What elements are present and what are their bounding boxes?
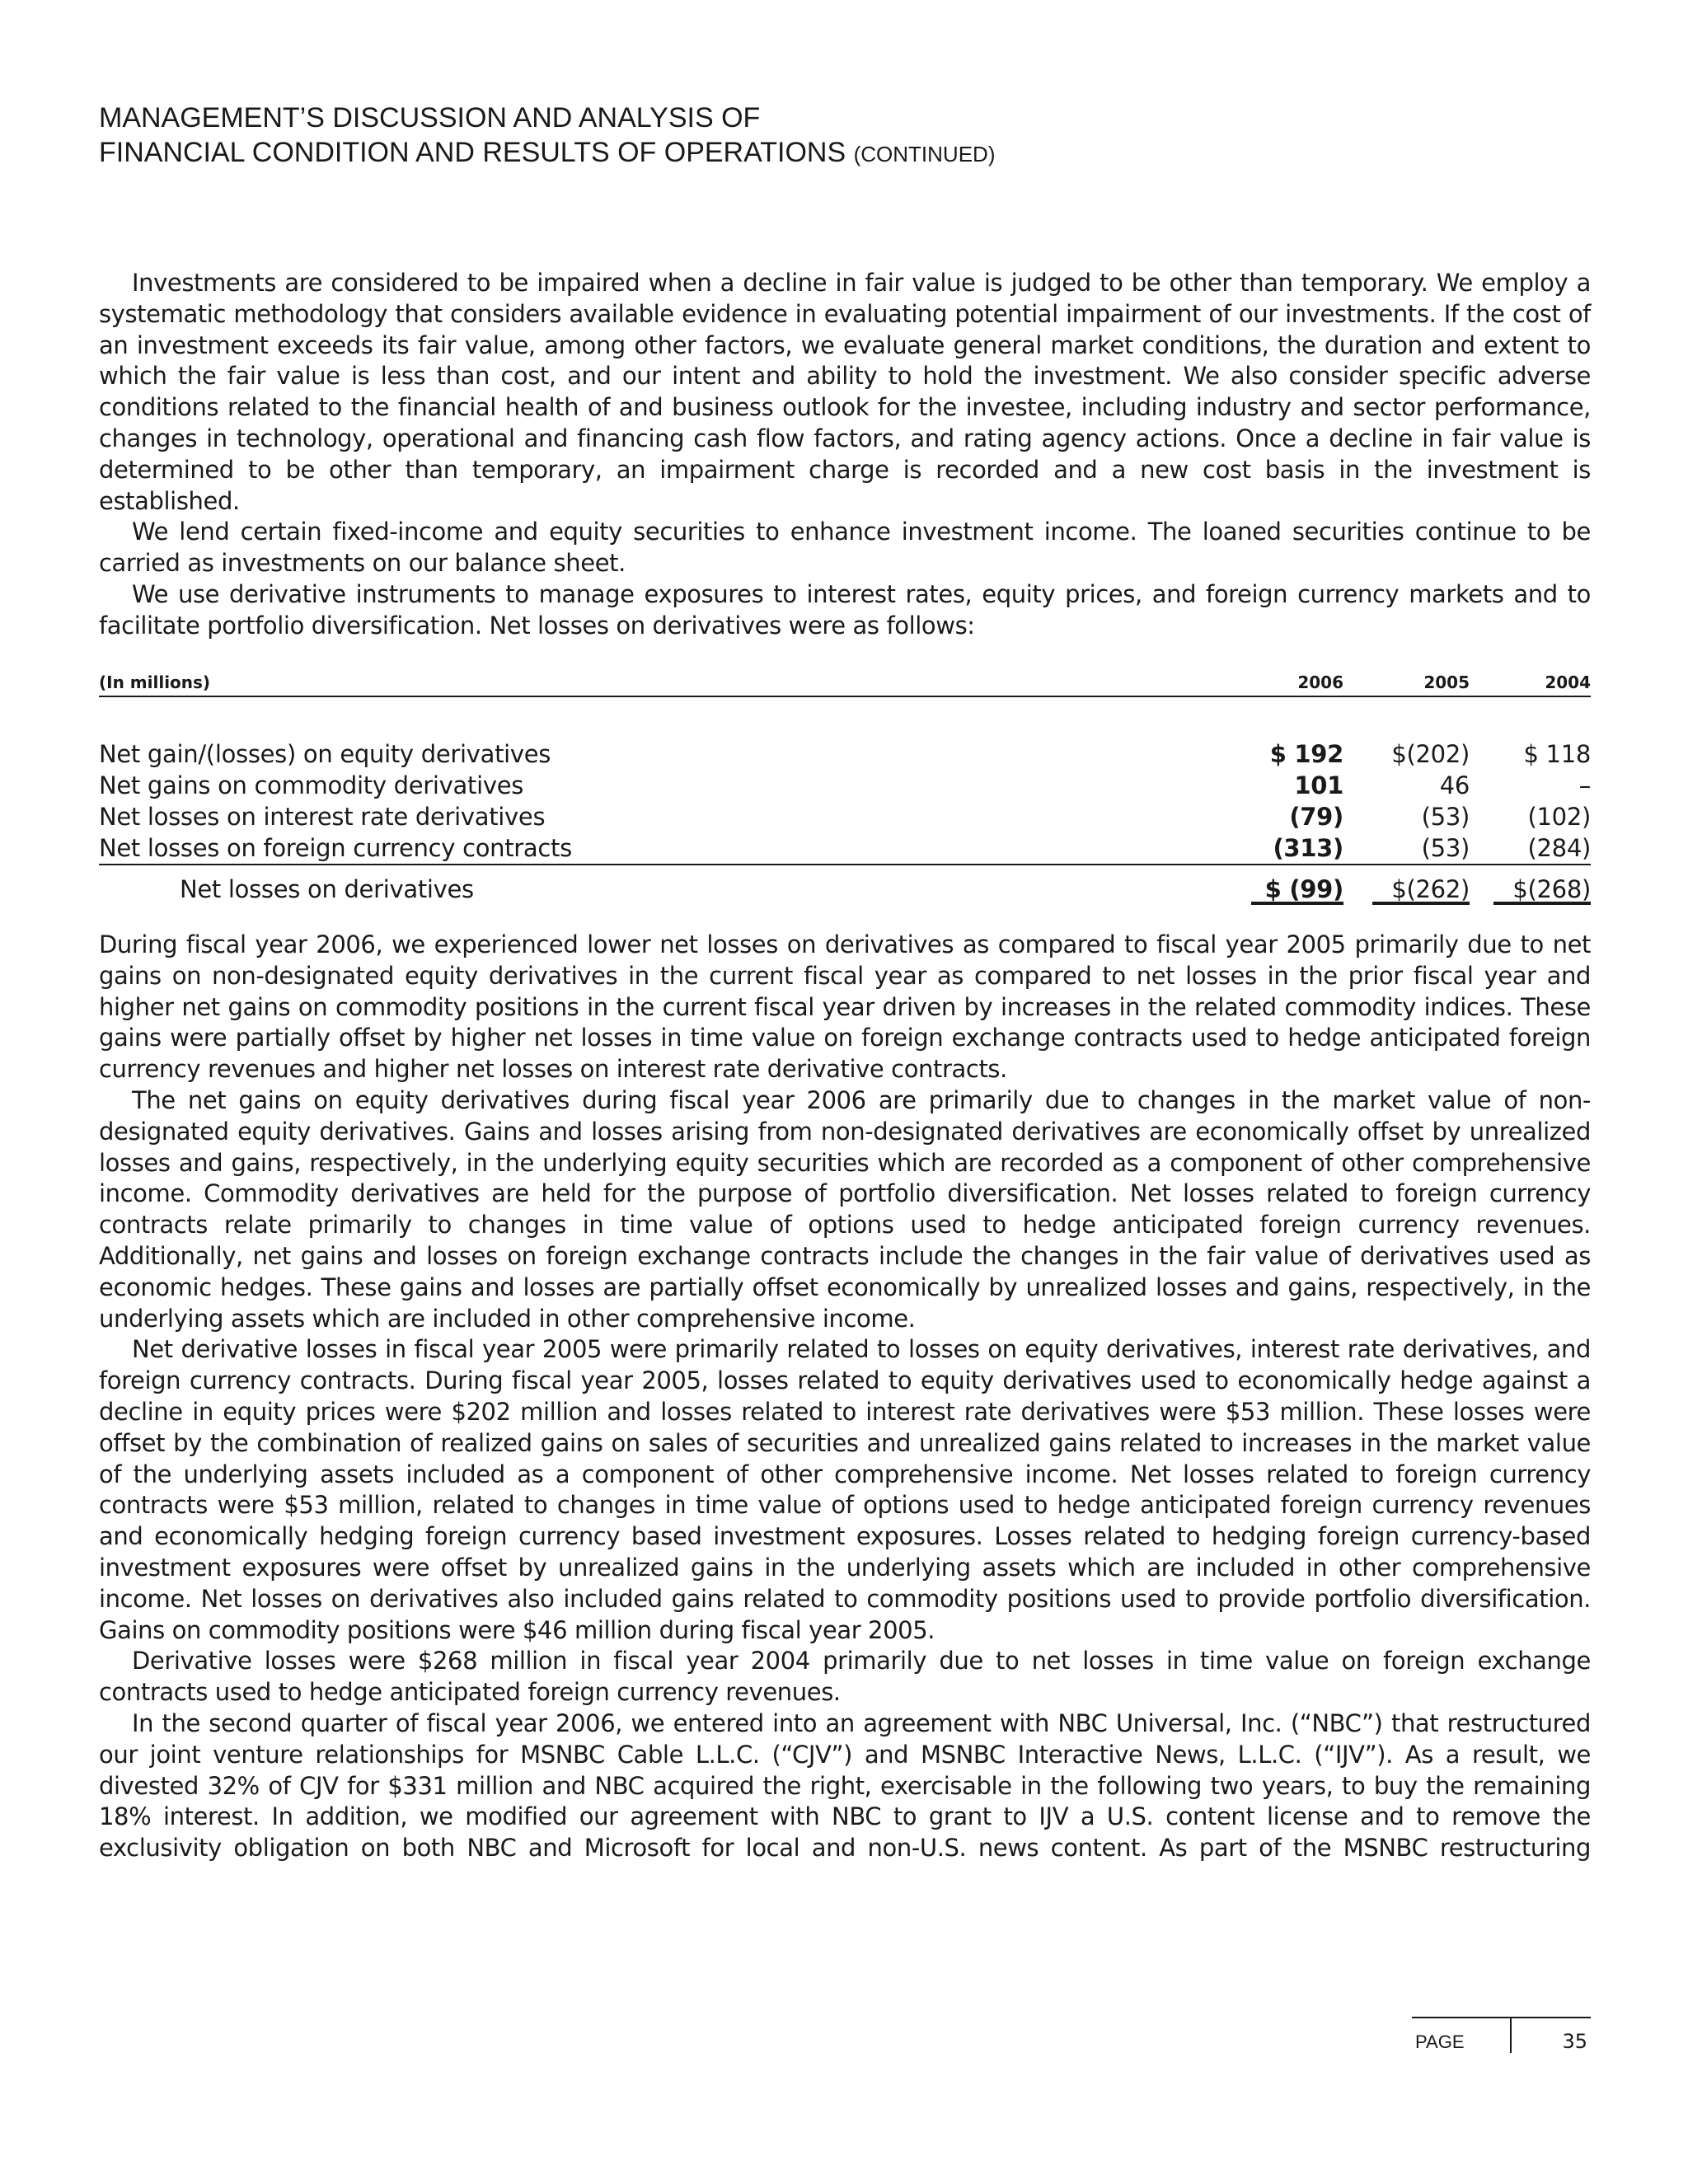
page-footer [1412,2017,1591,2056]
header-line-2 [99,135,1591,171]
table-unit-label: (In millions) [99,673,211,692]
table-row [99,738,1591,770]
total-2004: $(268) [1512,875,1591,903]
cell-2006: 101 [1294,771,1343,799]
cell-2004: (102) [1527,803,1591,831]
paragraph-impairment: Investments are considered to be impaired when a decline in fair value is judged to be other than temporary. We employ a systematic methodology that considers available evidence in evaluating potential impairment of our investments. If the cost of an investment exceeds its fair value, among other factors, we evaluate general market conditions, the duration and extent to which the fair value is less than cost, and our intent and ability to hold the investment. We also consider specific adverse conditions related to the financial health of and business outlook for the investee, including industry and sector performance, changes in technology, operational and financing cash flow factors, and rating agency actions. Once a decline in fair value is determined to be other than temporary, an impairment charge is recorded and a new cost basis in the investment is established. [99,269,1591,515]
page-header [99,101,1591,171]
page-label: PAGE [1415,2032,1465,2052]
double-underline [1493,902,1591,905]
table-row [99,770,1591,801]
paragraph-fy2006-comparison: During fiscal year 2006, we experienced lower net losses on derivatives as compared to fiscal year 2005 primarily due to net gains on non-designated equity derivatives in the current fiscal year as compared to net losses in the prior fiscal year and higher net gains on commodity positions in the current fiscal year driven by increases in the related commodity indices. These gains were partially offset by higher net losses in time value on foreign exchange contracts used to hedge anticipated foreign currency revenues and higher net losses on interest rate derivative contracts. [99,930,1591,1084]
header-line-1: MANAGEMENT’S DISCUSSION AND ANALYSIS OF [99,102,761,134]
double-underline [1251,902,1343,905]
page-number: 35 [1562,2030,1587,2053]
derivatives-table [99,668,1591,902]
paragraph-securities-lending: We lend certain fixed-income and equity securities to enhance investment income. The loaned securities continue to be carried as investments on our balance sheet. [99,518,1591,578]
paragraph-fy2005: Net derivative losses in fiscal year 2005 were primarily related to losses on equity derivatives, interest rate derivatives, and foreign currency contracts. During fiscal year 2005, losses related to equity derivatives used to economically hedge against a decline in equity prices were $202 million and losses related to interest rate derivatives were $53 million. These losses were offset by the combination of realized gains on sales of securities and unrealized gains related to increases in the market value of the underlying assets included as a component of other comprehensive income. Net losses related to foreign currency contracts were $53 million, related to changes in time value of options used to hedge anticipated foreign currency revenues and economically hedging foreign currency based investment exposures. Losses related to hedging foreign currency-based investment exposures were offset by unrealized gains in the underlying assets which are included in other comprehensive income. Net losses on derivatives also included gains related to commodity positions used to provide portfolio diversification. Gains on commodity positions were $46 million during fiscal year 2005. [99,1335,1591,1644]
cell-2006: (313) [1273,834,1343,862]
paragraph-fy2004: Derivative losses were $268 million in fiscal year 2004 primarily due to net losses in time value on foreign exchange contracts used to hedge anticipated foreign currency revenues. [99,1647,1591,1707]
total-2006: $ (99) [1264,875,1343,903]
cell-2004: (284) [1527,834,1591,862]
paragraph-derivatives-intro: We use derivative instruments to manage exposures to interest rates, equity prices, and foreign currency markets and to facilitate portfolio diversification. Net losses on derivatives were as follows: [99,579,1591,640]
table-row [99,832,1591,865]
table-header-row [99,668,1591,697]
row-label: Net losses on interest rate derivatives [99,803,546,831]
cell-2005: 46 [1439,771,1470,799]
cell-2005: (53) [1421,834,1470,862]
cell-2005: (53) [1421,803,1470,831]
header-title-line-2: FINANCIAL CONDITION AND RESULTS OF OPERATIONS [99,137,846,168]
row-label: Net gains on commodity derivatives [99,771,524,799]
paragraph-msnbc: In the second quarter of fiscal year 2006, we entered into an agreement with NBC Universal, Inc. (“NBC”) that restructured our joint venture relationships for MSNBC Cable L.L.C. (“CJV”) and MSNBC Interactive News, L.L.C. (“IJV”). As a result, we divested 32% of CJV for $331 million and NBC acquired the right, exercisable in the following two years, to buy the remaining 18% interest. In addition, we modified our agreement with NBC to grant to IJV a U.S. content license and to remove the exclusivity obligation on both NBC and Microsoft for local and non-U.S. news content. As part of the MSNBC restructuring [99,1708,1591,1863]
total-label: Net losses on derivatives [180,875,474,903]
double-underline [1372,902,1470,905]
cell-2006: (79) [1289,803,1343,831]
cell-2004: $ 118 [1523,740,1591,768]
discussion-section [99,930,1591,1864]
table-year-2006: 2006 [1297,673,1343,692]
table-year-2004: 2004 [1545,673,1591,692]
row-label: Net losses on foreign currency contracts [99,834,572,862]
total-2005: $(262) [1391,875,1470,903]
cell-2006: $ 192 [1269,740,1343,768]
header-continued: (CONTINUED) [853,142,996,166]
row-label: Net gain/(losses) on equity derivatives [99,740,551,768]
footer-divider [1510,2018,1512,2053]
intro-section [99,268,1591,642]
table-row [99,801,1591,832]
table-total-row [99,865,1591,902]
cell-2005: $(202) [1391,740,1470,768]
cell-2004: – [1578,771,1591,799]
table-body [99,738,1591,902]
table-year-2005: 2005 [1423,673,1470,692]
paragraph-fy2006-equity: The net gains on equity derivatives during fiscal year 2006 are primarily due to changes in the market value of non-designated equity derivatives. Gains and losses arising from non-designated derivatives are economically offset by unrealized losses and gains, respectively, in the underlying equity securities which are recorded as a component of other comprehensive income. Commodity derivatives are held for the purpose of portfolio diversification. Net losses related to foreign currency contracts relate primarily to changes in time value of options used to hedge anticipated foreign currency revenues. Additionally, net gains and losses on foreign exchange contracts include the changes in the fair value of derivatives used as economic hedges. These gains and losses are partially offset economically by unrealized losses and gains, respectively, in the underlying assets which are included in other comprehensive income. [99,1085,1591,1333]
